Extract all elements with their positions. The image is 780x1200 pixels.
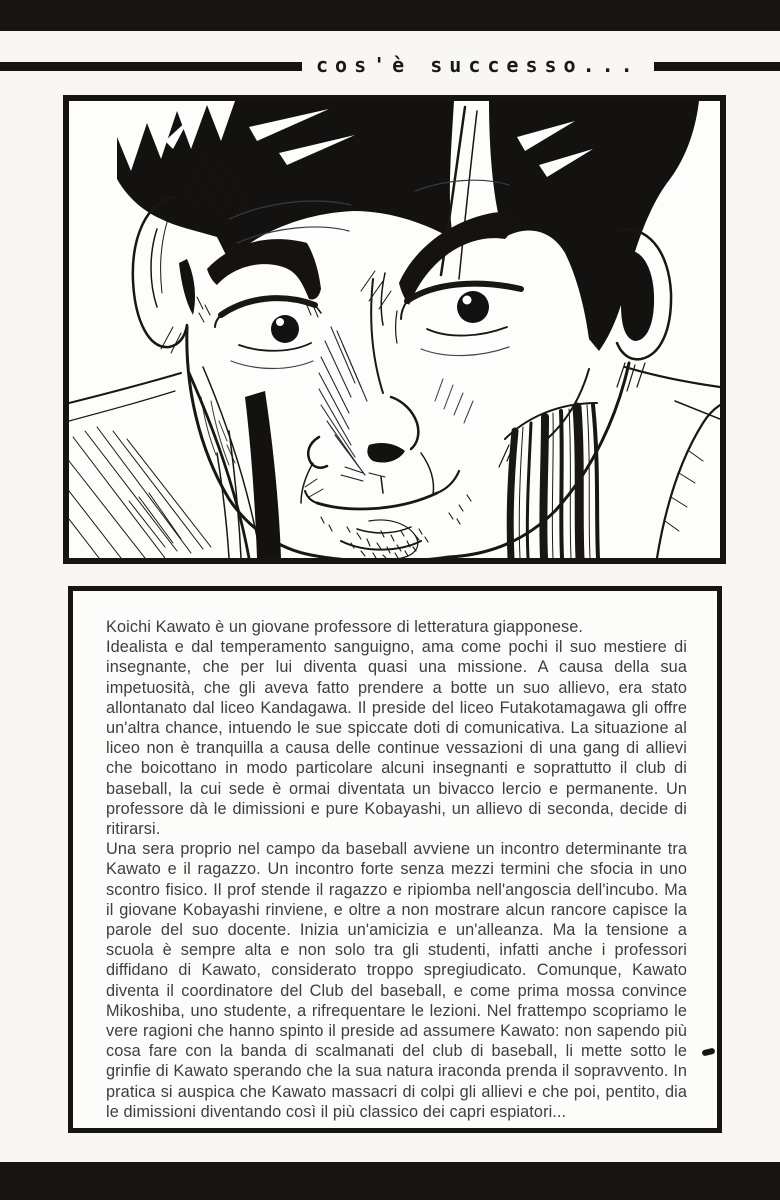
title-rule-left: [0, 62, 302, 71]
bottom-black-band: [0, 1162, 780, 1200]
section-title-row: [0, 52, 780, 80]
page-title: cos'è successo...: [316, 53, 640, 77]
synopsis-paragraph: Idealista e dal temperamento sanguigno, ama come pochi il suo mestiere di insegnante, che per lui diventa quasi una missione. A causa della sua impetuosità, che gli aveva fatto prendere a botte un suo allievo, era stato allontanato dal liceo Kandagawa. Il preside del liceo Futakotamagawa gli offre un'altra chance, intuendo le sue spiccate doti di comunicativa. La situazione al liceo non è tranquilla a causa delle continue vessazioni di una gang di allievi che boicottano in modo particolare alcuni insegnanti e soprattutto il club di baseball, la cui sede è ormai diventata un bivacco lercio e permanente. Un professore dà le dimissioni e pure Kobayashi, un allievo di seconda, decide di ritirarsi.: [106, 638, 687, 839]
title-rule-right: [654, 62, 780, 71]
synopsis-paragraph: Koichi Kawato è un giovane professore di letteratura giapponese.: [106, 618, 584, 636]
synopsis-paragraph: Una sera proprio nel campo da baseball avviene un incontro determinante tra Kawato e il ragazzo. Un incontro forte senza mezzi termini che sfocia in uno scontro fisico. Il prof stende il ragazzo e ripiomba nell'angoscia dell'incubo. Ma il giovane Kobayashi rinviene, e oltre a non mostrare alcun rancore capisce la parole del suo docente. Inizia un'amicizia e un'alleanza. Ma la tensione a scuola è sempre alta e non solo tra gli studenti, infatti anche i professori diffidano di Kawato, considerato troppo spregiudicato. Comunque, Kawato diventa il coordinatore del Club del baseball, e come prima mossa convince Mikoshiba, uno studente, a rifrequentare le lezioni. Nel frattempo scopriamo le vere ragioni che hanno spinto il preside ad assumere Kawato: non sapendo più cosa fare con la banda di scalmanati del club di baseball, li mette sotto le grinfie di Kawato sperando che la sua natura iraconda prenda il sopravvento. In pratica si auspica che Kawato massacri di colpi gli allievi e che poi, pentito, dia le dimissioni diventando così il più classico dei capri espiatori...: [106, 840, 687, 1121]
synopsis-box: [68, 586, 722, 1133]
portrait-panel: [63, 95, 726, 564]
top-black-band: [0, 0, 780, 31]
manga-portrait-illustration: [69, 101, 720, 558]
